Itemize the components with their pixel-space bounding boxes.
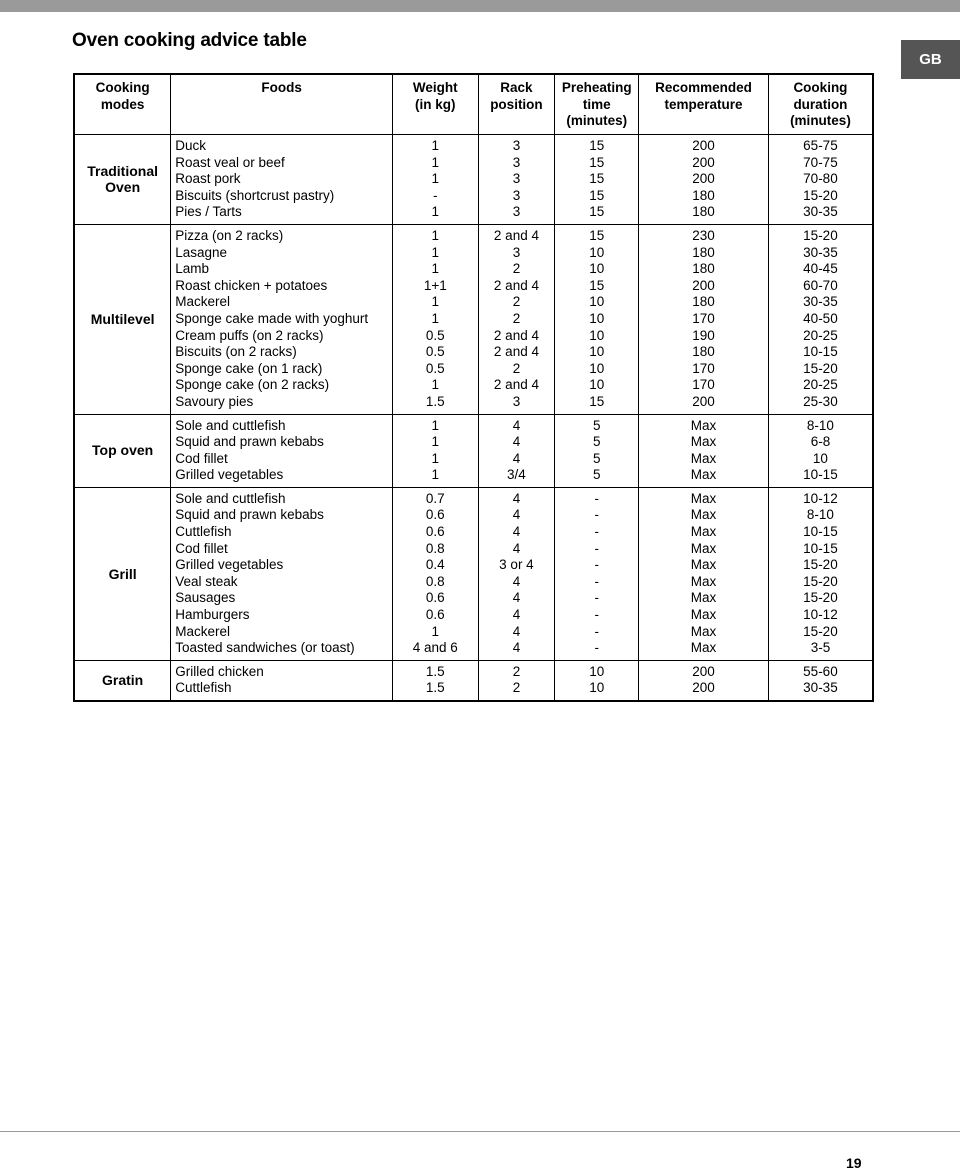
- cell-value: -: [594, 524, 600, 540]
- cell-value: 15: [589, 393, 605, 409]
- cell-value: Max: [690, 640, 717, 656]
- cell-value: 1: [431, 171, 440, 187]
- cooking-duration-cell: [768, 224, 873, 414]
- cell-value: 170: [692, 310, 715, 326]
- cooking-mode-cell: [74, 224, 171, 414]
- cell-value: Sole and cuttlefish: [175, 490, 286, 506]
- cooking-mode-label: Traditional: [87, 162, 159, 179]
- cell-value: 8-10: [806, 507, 834, 523]
- cell-value: 60-70: [803, 277, 838, 293]
- cooking-mode-label: Grill: [108, 565, 137, 582]
- header-cooking-modes: Cooking modes: [74, 74, 171, 135]
- cell-value: Veal steak: [175, 573, 238, 589]
- cell-value: 15-20: [803, 557, 838, 573]
- cell-value: 10: [589, 310, 605, 326]
- cell-value: 10-15: [803, 524, 838, 540]
- cell-value: 200: [692, 154, 715, 170]
- cell-value: Toasted sandwiches (or toast): [175, 640, 355, 656]
- cell-value: 15-20: [803, 590, 838, 606]
- cell-value: 200: [692, 277, 715, 293]
- cell-value: 10-12: [803, 607, 838, 623]
- cell-value: 5: [593, 434, 601, 450]
- cell-value: 2: [512, 360, 521, 376]
- cooking-mode-cell: [74, 660, 171, 701]
- preheating-time-cell: [555, 487, 639, 660]
- cell-value: Lasagne: [175, 244, 228, 260]
- cell-value: Sole and cuttlefish: [175, 417, 286, 433]
- cell-value: 40-45: [803, 261, 838, 277]
- cell-value: 170: [692, 360, 715, 376]
- cell-value: Cod fillet: [175, 450, 228, 466]
- cell-value: 2: [512, 261, 521, 277]
- foods-cell: [171, 487, 393, 660]
- cell-value: 4: [512, 540, 521, 556]
- table-row: [74, 487, 873, 660]
- temperature-cell: [639, 224, 769, 414]
- cell-value: 15: [589, 154, 605, 170]
- cell-value: 0.6: [425, 607, 445, 623]
- temperature-cell: [639, 487, 769, 660]
- cell-value: 4: [512, 607, 521, 623]
- cell-value: 0.5: [425, 344, 445, 360]
- cell-value: Cuttlefish: [175, 524, 232, 540]
- cell-value: 1: [431, 623, 440, 639]
- cell-value: 10: [589, 360, 605, 376]
- cell-value: -: [594, 507, 600, 523]
- cell-value: 0.8: [425, 573, 445, 589]
- cell-value: Max: [690, 450, 717, 466]
- foods-cell: [171, 135, 393, 225]
- bottom-rule: [0, 1131, 960, 1132]
- header-rack-position: Rack position: [478, 74, 555, 135]
- cell-value: Pies / Tarts: [175, 204, 242, 220]
- cooking-duration-cell: [768, 660, 873, 701]
- cell-value: 3-5: [810, 640, 831, 656]
- cell-value: 1: [431, 261, 440, 277]
- cell-value: 1: [431, 227, 440, 243]
- cell-value: 1: [431, 204, 440, 220]
- cell-value: 0.5: [425, 327, 445, 343]
- cell-value: 8-10: [806, 417, 834, 433]
- language-tab: GB: [901, 40, 960, 79]
- foods-cell: [171, 660, 393, 701]
- cell-value: 4: [512, 434, 521, 450]
- cell-value: 10: [589, 294, 605, 310]
- cell-value: 2 and 4: [493, 377, 539, 393]
- cell-value: 20-25: [803, 327, 838, 343]
- cell-value: 1: [431, 310, 440, 326]
- header-foods: Foods: [171, 74, 393, 135]
- cell-value: 170: [692, 377, 715, 393]
- preheating-time-cell: [555, 660, 639, 701]
- cell-value: 3: [512, 244, 521, 260]
- cell-value: Squid and prawn kebabs: [175, 507, 324, 523]
- cell-value: 180: [692, 294, 715, 310]
- cell-value: 30-35: [803, 680, 838, 696]
- weight-cell: [392, 414, 478, 487]
- cell-value: -: [594, 590, 600, 606]
- temperature-cell: [639, 660, 769, 701]
- cell-value: 1+1: [423, 277, 447, 293]
- cell-value: 30-35: [803, 244, 838, 260]
- cell-value: 1: [431, 154, 440, 170]
- temperature-cell: [639, 135, 769, 225]
- cell-value: Cream puffs (on 2 racks): [175, 327, 324, 343]
- cell-value: 3: [512, 393, 521, 409]
- preheating-time-cell: [555, 414, 639, 487]
- cell-value: Max: [690, 607, 717, 623]
- cooking-mode-cell: [74, 135, 171, 225]
- cell-value: Sponge cake (on 1 rack): [175, 360, 323, 376]
- cell-value: 1: [431, 138, 440, 153]
- cell-value: Mackerel: [175, 294, 231, 310]
- cell-value: 0.5: [425, 360, 445, 376]
- cell-value: 70-80: [803, 171, 838, 187]
- cell-value: 1: [431, 377, 440, 393]
- cell-value: Max: [690, 623, 717, 639]
- cell-value: 2 and 4: [493, 227, 539, 243]
- cell-value: 65-75: [803, 138, 838, 153]
- table-row: [74, 135, 873, 225]
- oven-cooking-advice-table: [73, 73, 874, 702]
- rack-position-cell: [478, 135, 555, 225]
- cell-value: 200: [692, 680, 715, 696]
- cell-value: Grilled vegetables: [175, 557, 284, 573]
- cell-value: 0.6: [425, 507, 445, 523]
- cell-value: Biscuits (on 2 racks): [175, 344, 297, 360]
- cell-value: Duck: [175, 138, 207, 153]
- cell-value: 4: [512, 573, 521, 589]
- cell-value: Cod fillet: [175, 540, 228, 556]
- cell-value: 230: [692, 227, 715, 243]
- cell-value: 15-20: [803, 187, 838, 203]
- cell-value: 6-8: [810, 434, 831, 450]
- cell-value: -: [594, 623, 600, 639]
- cell-value: Mackerel: [175, 623, 231, 639]
- cell-value: 10: [589, 327, 605, 343]
- cell-value: 15-20: [803, 360, 838, 376]
- cooking-duration-cell: [768, 414, 873, 487]
- cell-value: 4: [512, 507, 521, 523]
- cell-value: 4: [512, 490, 521, 506]
- cell-value: 180: [692, 244, 715, 260]
- cell-value: Max: [690, 434, 717, 450]
- cell-value: 40-50: [803, 310, 838, 326]
- cell-value: 15: [589, 227, 605, 243]
- cell-value: -: [433, 187, 438, 203]
- cell-value: Max: [690, 507, 717, 523]
- cell-value: 3: [512, 171, 521, 187]
- cell-value: Max: [690, 467, 717, 483]
- cell-value: Grilled chicken: [175, 663, 264, 679]
- rack-position-cell: [478, 414, 555, 487]
- cell-value: 15-20: [803, 573, 838, 589]
- cell-value: 15-20: [803, 227, 838, 243]
- cell-value: 30-35: [803, 294, 838, 310]
- cell-value: 10: [589, 663, 605, 679]
- cell-value: Lamb: [175, 261, 210, 277]
- rack-position-cell: [478, 224, 555, 414]
- cell-value: 2: [512, 680, 521, 696]
- cell-value: 15: [589, 171, 605, 187]
- cell-value: 70-75: [803, 154, 838, 170]
- cell-value: 3 or 4: [499, 557, 534, 573]
- cell-value: 5: [593, 450, 601, 466]
- cell-value: 10-15: [803, 344, 838, 360]
- cooking-mode-label: Top oven: [92, 442, 154, 459]
- cell-value: 1.5: [425, 680, 445, 696]
- cell-value: Squid and prawn kebabs: [175, 434, 324, 450]
- page-number: 19: [846, 1155, 862, 1171]
- cell-value: 3/4: [507, 467, 526, 483]
- cell-value: -: [594, 557, 600, 573]
- cell-value: -: [594, 573, 600, 589]
- cell-value: 3: [512, 204, 521, 220]
- cell-value: 4: [512, 417, 521, 433]
- cell-value: 1: [431, 417, 440, 433]
- preheating-time-cell: [555, 135, 639, 225]
- header-preheating-time: Preheating time (minutes): [555, 74, 639, 135]
- cell-value: 0.8: [425, 540, 445, 556]
- cell-value: 180: [692, 204, 715, 220]
- cell-value: 10-15: [803, 540, 838, 556]
- cell-value: 2: [512, 310, 521, 326]
- cooking-mode-cell: [74, 414, 171, 487]
- cell-value: 0.6: [425, 524, 445, 540]
- cell-value: 1: [431, 450, 440, 466]
- cell-value: -: [594, 607, 600, 623]
- cell-value: 1: [431, 434, 440, 450]
- cell-value: 1: [431, 467, 440, 483]
- cell-value: 10-12: [803, 490, 838, 506]
- cell-value: Biscuits (shortcrust pastry): [175, 187, 335, 203]
- cell-value: 10: [589, 244, 605, 260]
- cell-value: 5: [593, 467, 601, 483]
- cell-value: 3: [512, 138, 521, 153]
- header-weight: Weight (in kg): [392, 74, 478, 135]
- cell-value: 1: [431, 244, 440, 260]
- cooking-duration-cell: [768, 135, 873, 225]
- cell-value: Max: [690, 524, 717, 540]
- cell-value: Sausages: [175, 590, 236, 606]
- foods-cell: [171, 414, 393, 487]
- cell-value: Max: [690, 590, 717, 606]
- weight-cell: [392, 135, 478, 225]
- cell-value: Max: [690, 417, 717, 433]
- header-recommended-temperature: Recommended temperature: [639, 74, 769, 135]
- foods-cell: [171, 224, 393, 414]
- cell-value: Sponge cake (on 2 racks): [175, 377, 330, 393]
- cell-value: 10: [589, 261, 605, 277]
- weight-cell: [392, 487, 478, 660]
- cell-value: 4: [512, 640, 521, 656]
- cell-value: 4: [512, 524, 521, 540]
- cell-value: 200: [692, 663, 715, 679]
- cell-value: 3: [512, 154, 521, 170]
- cell-value: 15: [589, 187, 605, 203]
- cell-value: Grilled vegetables: [175, 467, 284, 483]
- cell-value: Max: [690, 557, 717, 573]
- cell-value: Pizza (on 2 racks): [175, 227, 284, 243]
- cell-value: Sponge cake made with yoghurt: [175, 310, 369, 326]
- cell-value: Roast chicken + potatoes: [175, 277, 328, 293]
- cell-value: Hamburgers: [175, 607, 250, 623]
- cell-value: 2: [512, 294, 521, 310]
- cell-value: Cuttlefish: [175, 680, 232, 696]
- cooking-mode-label: Multilevel: [90, 310, 155, 327]
- cell-value: 15-20: [803, 623, 838, 639]
- cell-value: 180: [692, 187, 715, 203]
- cell-value: 0.7: [425, 490, 445, 506]
- table-header-row: [74, 74, 873, 135]
- cell-value: 4 and 6: [412, 640, 458, 656]
- cell-value: 20-25: [803, 377, 838, 393]
- cell-value: Roast veal or beef: [175, 154, 285, 170]
- cell-value: 2: [512, 663, 521, 679]
- weight-cell: [392, 224, 478, 414]
- cell-value: 2 and 4: [493, 327, 539, 343]
- cell-value: -: [594, 490, 600, 506]
- page-title: Oven cooking advice table: [72, 30, 307, 51]
- cell-value: 3: [512, 187, 521, 203]
- cell-value: 10: [589, 680, 605, 696]
- cell-value: 25-30: [803, 393, 838, 409]
- cell-value: 10: [812, 450, 828, 466]
- table-row: [74, 414, 873, 487]
- cell-value: 15: [589, 204, 605, 220]
- cell-value: 2 and 4: [493, 277, 539, 293]
- cell-value: 10: [589, 344, 605, 360]
- preheating-time-cell: [555, 224, 639, 414]
- temperature-cell: [639, 414, 769, 487]
- cell-value: 15: [589, 138, 605, 153]
- table-row: [74, 660, 873, 701]
- cell-value: Max: [690, 540, 717, 556]
- cell-value: 4: [512, 623, 521, 639]
- cell-value: Savoury pies: [175, 393, 254, 409]
- cell-value: 2 and 4: [493, 344, 539, 360]
- cell-value: 10-15: [803, 467, 838, 483]
- cell-value: 180: [692, 344, 715, 360]
- cooking-mode-label: Oven: [105, 179, 141, 196]
- cell-value: 10: [589, 377, 605, 393]
- cell-value: 55-60: [803, 663, 838, 679]
- cell-value: 200: [692, 138, 715, 153]
- rack-position-cell: [478, 487, 555, 660]
- cell-value: 0.6: [425, 590, 445, 606]
- cell-value: 5: [593, 417, 601, 433]
- cell-value: Roast pork: [175, 171, 241, 187]
- cell-value: 200: [692, 393, 715, 409]
- rack-position-cell: [478, 660, 555, 701]
- cell-value: 1: [431, 294, 440, 310]
- weight-cell: [392, 660, 478, 701]
- top-gray-bar: [0, 0, 960, 12]
- cell-value: -: [594, 540, 600, 556]
- cell-value: 200: [692, 171, 715, 187]
- cell-value: Max: [690, 573, 717, 589]
- cell-value: -: [594, 640, 600, 656]
- cell-value: 180: [692, 261, 715, 277]
- cell-value: 1.5: [425, 393, 445, 409]
- cell-value: 30-35: [803, 204, 838, 220]
- cell-value: 15: [589, 277, 605, 293]
- cell-value: 1.5: [425, 663, 445, 679]
- cell-value: 4: [512, 450, 521, 466]
- cooking-duration-cell: [768, 487, 873, 660]
- cooking-mode-cell: [74, 487, 171, 660]
- cell-value: 4: [512, 590, 521, 606]
- cooking-mode-label: Gratin: [102, 672, 144, 689]
- cell-value: 0.4: [425, 557, 445, 573]
- header-cooking-duration: Cooking duration (minutes): [768, 74, 873, 135]
- table-row: [74, 224, 873, 414]
- cell-value: Max: [690, 490, 717, 506]
- cell-value: 190: [692, 327, 715, 343]
